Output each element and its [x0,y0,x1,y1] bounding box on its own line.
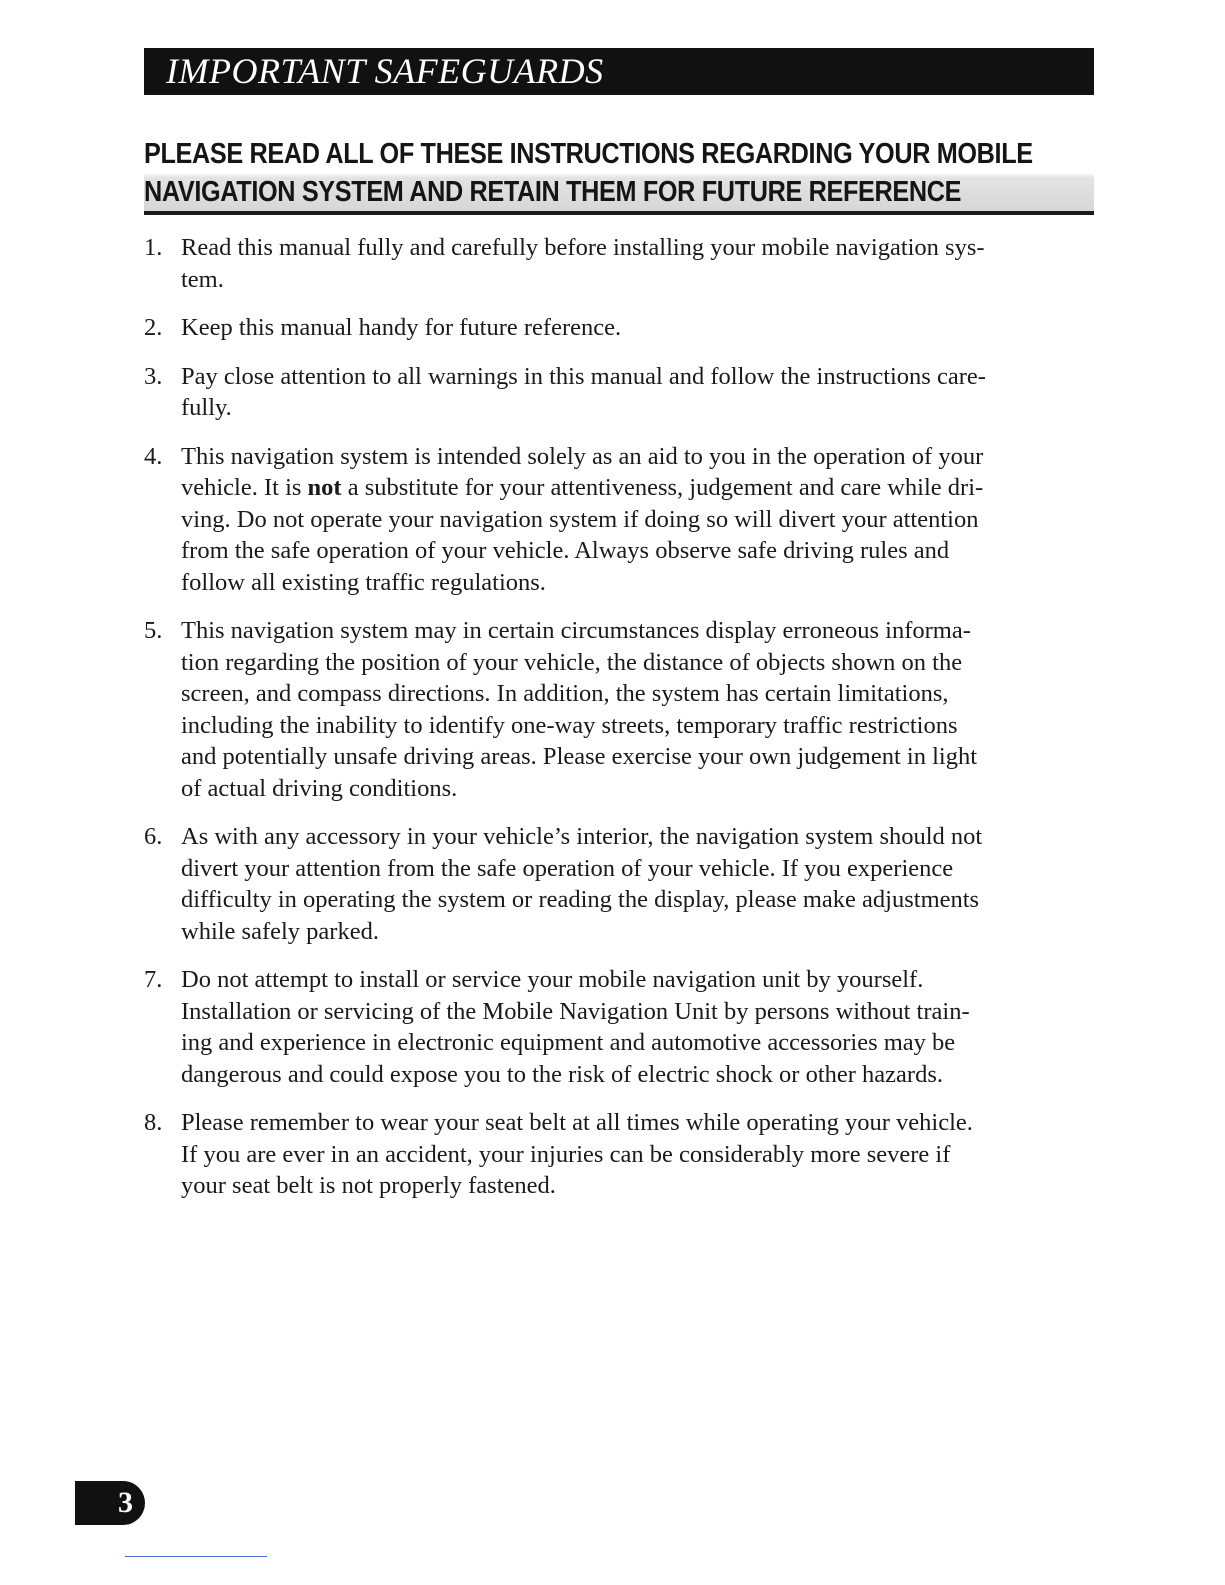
list-item [144,615,1104,804]
item-number: 6. [144,823,163,850]
title-bar [144,48,1094,95]
item-number: 2. [144,314,163,341]
bottom-edge-line [125,1556,267,1557]
heading-line-1: PLEASE READ ALL OF THESE INSTRUCTIONS REGARDING YOUR MOBILE [144,138,1033,170]
item-number: 5. [144,617,163,644]
page-number: 3 [118,1486,133,1519]
item-number: 8. [144,1109,163,1136]
item-text: Read this manual fully and carefully before installing your mobile navigation sys- tem. [181,234,985,293]
list-item [144,441,1104,599]
heading-divider [144,211,1094,215]
list-item [144,964,1104,1090]
item-text: Keep this manual handy for future reference. [181,314,622,341]
item-text: Pay close attention to all warnings in this manual and follow the instructions care- fully. [181,362,986,421]
safeguard-list [144,232,1104,1219]
list-item [144,821,1104,947]
item-text: This navigation system is intended solely as an aid to you in the operation of your vehicle. It is not a substitute for your attentiveness, judgement and care while dri- ving. Do not operate your navigation system if doing so will divert your attention from the safe operation of your vehicle. Always observe safe driving rules and follow all existing traffic regulations. [181,442,984,596]
item-text: Do not attempt to install or service your mobile navigation unit by yourself. Installation or servicing of the Mobile Navigation Unit by persons without train- ing and experience in electronic equipment and automotive accessories may be dangerous and could expose you to the risk of electric shock or other hazards. [181,966,970,1088]
item-text: As with any accessory in your vehicle’s interior, the navigation system should not divert your attention from the safe operation of your vehicle. If you experience difficulty in operating the system or reading the display, please make adjustments while safely parked. [181,823,983,945]
list-item [144,232,1104,295]
item-number: 3. [144,362,163,390]
item-number: 7. [144,966,163,993]
list-item [144,361,1104,424]
item-number: 4. [144,442,163,470]
heading-line-2: NAVIGATION SYSTEM AND RETAIN THEM FOR FUTURE REFERENCE [144,173,1094,213]
page-number-tab [75,1481,145,1525]
instructions-heading [144,135,1033,213]
item-number: 1. [144,234,163,261]
item-text: This navigation system may in certain circumstances display erroneous informa- tion regarding the position of your vehicle, the distance of objects shown on the screen, and compass directions. In addition, the system has certain limitations, including the inability to identify one-way streets, temporary traffic restrictions and potentially unsafe driving areas. Please exercise your own judgement in light of actual driving conditions. [181,617,978,802]
item-text: Please remember to wear your seat belt at all times while operating your vehicle. If you are ever in an accident, your injuries can be considerably more severe if your seat belt is not properly fastened. [181,1109,973,1199]
list-item [144,312,1104,344]
page-title: IMPORTANT SAFEGUARDS [166,51,604,91]
list-item [144,1107,1104,1202]
